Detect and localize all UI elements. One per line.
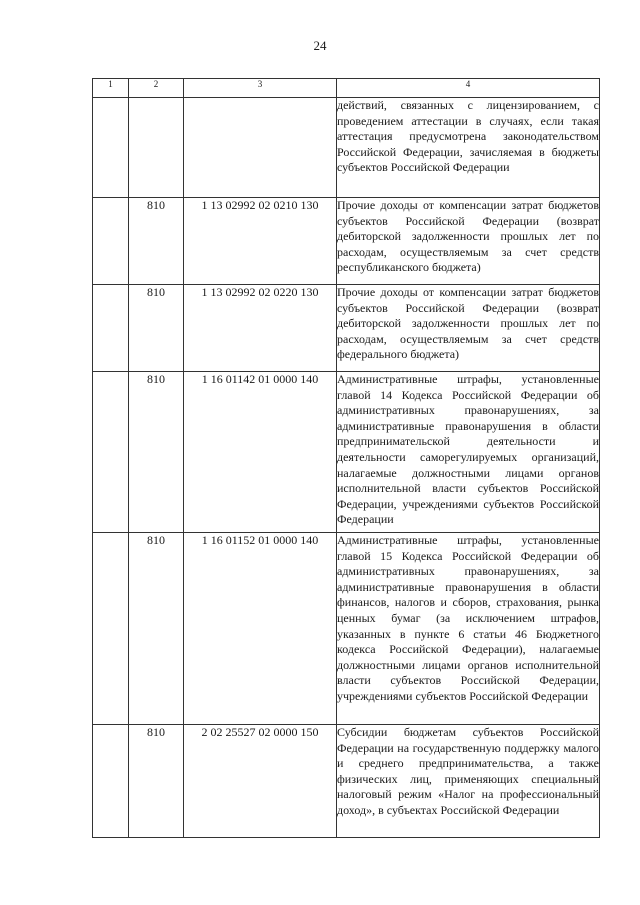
header-col-4: 4 [337, 79, 600, 98]
cell-income-name: Административные штрафы, установленные главой 15 Кодекса Российской Федерации об административных правонарушениях, за административные правонарушения в области финансов, налогов и сборов, страхования, рынка ценных бумаг (за исключением штрафов, указанных в пункте 6 статьи 46 Бюджетного кодекса Российской Федерации), налагаемые должностными лицами органов исполнительной власти субъектов Российской Федерации, учреждениями субъектов Российской Федерации [337, 533, 600, 725]
cell-kbk-code [184, 98, 337, 198]
cell-kbk-code: 1 13 02992 02 0220 130 [184, 285, 337, 372]
table-row [93, 198, 600, 285]
table-row [93, 285, 600, 372]
cell-kbk-code: 1 13 02992 02 0210 130 [184, 198, 337, 285]
cell-admin-code: 810 [129, 285, 184, 372]
cell-income-name: Прочие доходы от компенсации затрат бюджетов субъектов Российской Федерации (возврат дебиторской задолженности прошлых лет по расходам, осуществляемым за счет средств республиканского бюджета) [337, 198, 600, 285]
cell-col1 [93, 372, 129, 533]
table-row [93, 725, 600, 838]
cell-col1 [93, 285, 129, 372]
cell-income-name: Прочие доходы от компенсации затрат бюджетов субъектов Российской Федерации (возврат дебиторской задолженности прошлых лет по расходам, осуществляемым за счет средств федерального бюджета) [337, 285, 600, 372]
cell-col1 [93, 98, 129, 198]
header-col-3: 3 [184, 79, 337, 98]
cell-income-name: Административные штрафы, установленные главой 14 Кодекса Российской Федерации об административных правонарушениях, за административные правонарушения в области предпринимательской деятельности и деятельности саморегулируемых организаций, налагаемые должностными лицами органов исполнительной власти субъектов Российской Федерации, учреждениями субъектов Российской Федерации [337, 372, 600, 533]
cell-col1 [93, 198, 129, 285]
cell-admin-code [129, 98, 184, 198]
table-row [93, 98, 600, 198]
cell-col1 [93, 725, 129, 838]
header-col-1: 1 [93, 79, 129, 98]
table-row [93, 372, 600, 533]
cell-admin-code: 810 [129, 725, 184, 838]
page-number: 24 [313, 38, 327, 53]
cell-kbk-code: 1 16 01152 01 0000 140 [184, 533, 337, 725]
cell-col1 [93, 533, 129, 725]
budget-classification-table [92, 78, 600, 838]
cell-admin-code: 810 [129, 372, 184, 533]
table-row [93, 533, 600, 725]
table-header-row [93, 79, 600, 98]
cell-kbk-code: 2 02 25527 02 0000 150 [184, 725, 337, 838]
cell-kbk-code: 1 16 01142 01 0000 140 [184, 372, 337, 533]
header-col-2: 2 [129, 79, 184, 98]
cell-income-name: Субсидии бюджетам субъектов Российской Федерации на государственную поддержку малого и среднего предпринимательства, а также физических лиц, применяющих специальный налоговый режим «Налог на профессиональный доход», в субъектах Российской Федерации [337, 725, 600, 838]
cell-admin-code: 810 [129, 533, 184, 725]
cell-admin-code: 810 [129, 198, 184, 285]
cell-income-name: действий, связанных с лицензированием, с проведением аттестации в случаях, если такая аттестация предусмотрена законодательством Российской Федерации, зачисляемая в бюджеты субъектов Российской Федерации [337, 98, 600, 198]
